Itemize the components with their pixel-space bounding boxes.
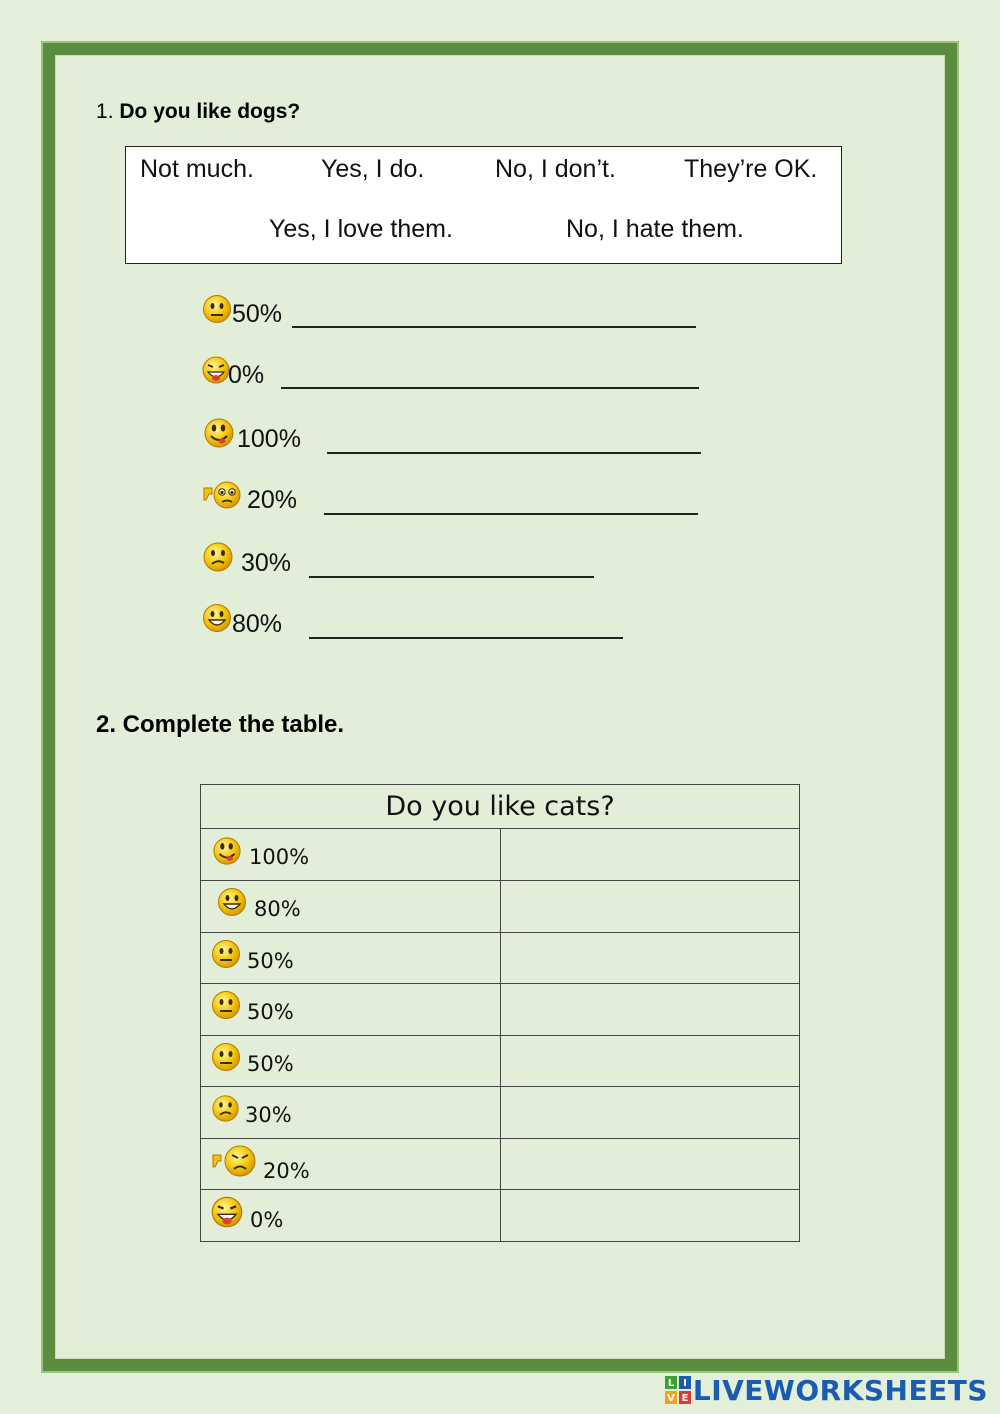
table-answer-cell[interactable] bbox=[500, 881, 800, 933]
row-percent: 50% bbox=[247, 948, 294, 973]
table-row bbox=[201, 1035, 800, 1087]
answer-line[interactable] bbox=[292, 326, 696, 328]
answer-percent: 50% bbox=[232, 300, 283, 328]
table-label-cell bbox=[201, 932, 501, 984]
logo-letter-i: I bbox=[683, 1378, 687, 1389]
word-bank-item[interactable]: No, I don’t. bbox=[495, 155, 616, 183]
row-percent: 80% bbox=[254, 897, 301, 922]
table-answer-cell[interactable] bbox=[500, 984, 800, 1036]
table-row bbox=[201, 881, 800, 933]
table-answer-cell[interactable] bbox=[500, 1138, 800, 1190]
table-label-cell bbox=[201, 1035, 501, 1087]
smiling-face-icon bbox=[202, 603, 232, 633]
liveworksheets-logo bbox=[665, 1374, 988, 1406]
table-label-cell bbox=[201, 881, 501, 933]
table-label-cell bbox=[201, 1190, 501, 1242]
table-header: Do you like cats? bbox=[201, 785, 800, 829]
yummy-tongue-face-icon bbox=[203, 416, 235, 450]
word-bank-item[interactable]: They’re OK. bbox=[684, 155, 818, 183]
answer-line[interactable] bbox=[281, 387, 699, 389]
answer-percent: 100% bbox=[237, 425, 301, 453]
table-label-cell bbox=[201, 1087, 501, 1139]
row-percent: 100% bbox=[249, 845, 310, 870]
answer-line[interactable] bbox=[327, 452, 701, 454]
question-1-title: 1. Do you like dogs? bbox=[96, 100, 301, 123]
neutral-face-icon bbox=[211, 939, 241, 969]
brand-name: LIVEWORKSHEETS bbox=[692, 1373, 988, 1407]
answer-percent: 80% bbox=[232, 610, 283, 638]
table-row bbox=[201, 1138, 800, 1190]
question-2-title: 2. Complete the table. bbox=[96, 711, 345, 738]
logo-letter-e: E bbox=[681, 1393, 689, 1404]
table-answer-cell[interactable] bbox=[500, 1087, 800, 1139]
table-answer-cell[interactable] bbox=[500, 1190, 800, 1242]
disgusted-tongue-face-icon bbox=[210, 1195, 244, 1229]
table-answer-cell[interactable] bbox=[500, 932, 800, 984]
answer-line[interactable] bbox=[324, 513, 698, 515]
table-label-cell bbox=[201, 829, 501, 881]
word-bank bbox=[125, 146, 842, 264]
sad-face-icon bbox=[211, 1094, 240, 1123]
row-percent: 0% bbox=[250, 1208, 284, 1233]
logo-letter-l: L bbox=[667, 1378, 675, 1389]
cats-table bbox=[200, 784, 800, 1242]
neutral-face-icon bbox=[202, 294, 232, 324]
word-bank-item[interactable]: Not much. bbox=[140, 155, 254, 183]
neutral-face-icon bbox=[211, 990, 241, 1020]
table-label-cell bbox=[201, 984, 501, 1036]
row-percent: 50% bbox=[247, 1000, 294, 1025]
answer-percent: 30% bbox=[241, 549, 292, 577]
table-label-cell bbox=[201, 1138, 501, 1190]
smiling-face-icon bbox=[217, 887, 247, 917]
disgusted-tongue-face-icon bbox=[202, 355, 230, 385]
answer-line[interactable] bbox=[309, 576, 594, 578]
neutral-face-icon bbox=[211, 1042, 241, 1072]
answer-line[interactable] bbox=[309, 637, 623, 639]
logo-letter-v: V bbox=[667, 1393, 675, 1404]
yummy-tongue-face-icon bbox=[212, 835, 242, 867]
word-bank-item[interactable]: No, I hate them. bbox=[566, 215, 744, 243]
table-answer-cell[interactable] bbox=[500, 829, 800, 881]
table-row bbox=[201, 984, 800, 1036]
row-percent: 50% bbox=[247, 1051, 294, 1076]
row-percent: 20% bbox=[263, 1158, 310, 1183]
sad-face-icon bbox=[202, 541, 234, 573]
table-answer-cell[interactable] bbox=[500, 1035, 800, 1087]
table-row bbox=[201, 1190, 800, 1242]
liveworksheets-icon bbox=[665, 1376, 691, 1404]
table-row bbox=[201, 932, 800, 984]
word-bank-item[interactable]: Yes, I do. bbox=[321, 155, 425, 183]
answer-percent: 0% bbox=[228, 361, 265, 389]
table-row bbox=[201, 1087, 800, 1139]
answer-percent: 20% bbox=[247, 486, 298, 514]
thumbs-down-face-icon bbox=[202, 480, 242, 510]
thumbs-down-angry-face-icon bbox=[211, 1143, 257, 1179]
row-percent: 30% bbox=[245, 1103, 292, 1128]
word-bank-item[interactable]: Yes, I love them. bbox=[269, 215, 453, 243]
table-row bbox=[201, 829, 800, 881]
